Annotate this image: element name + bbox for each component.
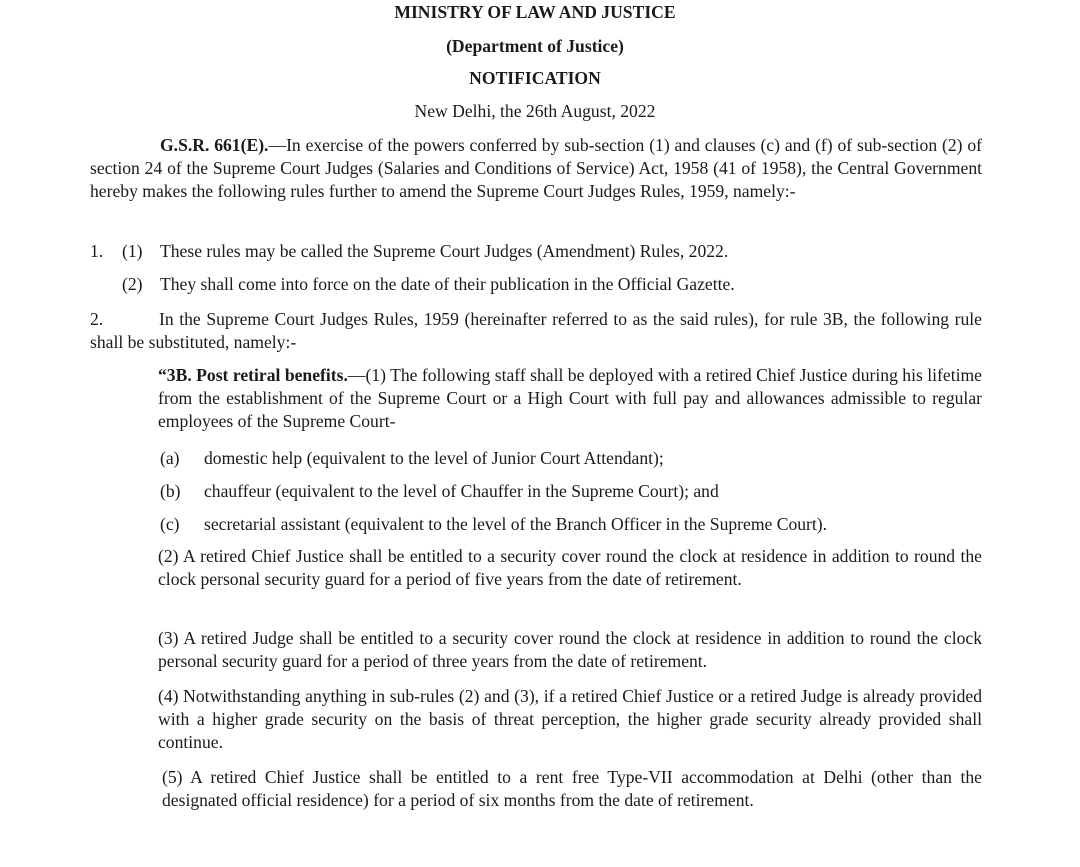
rule-1-sub-2-text: They shall come into force on the date of their publication in the Official Gazette.: [160, 274, 735, 294]
sub-rule-4: (4) Notwithstanding anything in sub-rules (2) and (3), if a retired Chief Justice or a retired Judge is already provided with a higher grade security on the basis of threat perception, the higher grade security already provided shall continue.: [158, 686, 982, 752]
staff-item-c-text: secretarial assistant (equivalent to the level of the Branch Officer in the Supreme Court).: [204, 514, 828, 534]
staff-item-a-text: domestic help (equivalent to the level of Junior Court Attendant);: [204, 448, 664, 468]
sub-rule-5: (5) A retired Chief Justice shall be entitled to a rent free Type-VII accommodation at Delhi (other than the designated official residence) for a period of six months from the date of retirement.: [162, 767, 982, 810]
ministry-heading: MINISTRY OF LAW AND JUSTICE: [394, 2, 676, 22]
rule-3b-intro-text: —(1) The following staff shall be deployed with a retired Chief Justice during his lifetime from the establishment of the Supreme Court or a High Court with full pay and allowances admissible to regular employees of the Supreme Court-: [158, 365, 982, 431]
preamble-text: —In exercise of the powers conferred by sub-section (1) and clauses (c) and (f) of sub-section (2) of section 24 of the Supreme Court Judges (Salaries and Conditions of Service) Act, 1958 (41 of 1958), the Central Government hereby makes the following rules further to amend the Supreme Court Judges Rules, 1959, namely:-: [90, 135, 982, 201]
rule-1-sub-1-label: (1): [122, 241, 143, 261]
date-line: New Delhi, the 26th August, 2022: [414, 101, 656, 121]
preamble-paragraph: [90, 134, 982, 203]
staff-item-b-text: chauffeur (equivalent to the level of Chauffer in the Supreme Court); and: [204, 481, 719, 501]
rule-3b-intro: [158, 364, 982, 433]
notification-heading: NOTIFICATION: [469, 68, 601, 88]
rule-3b-heading: “3B. Post retiral benefits.: [158, 365, 348, 385]
staff-item-b-label: (b): [160, 481, 181, 501]
gsr-reference: G.S.R. 661(E).: [160, 135, 269, 155]
staff-item-c-label: (c): [160, 514, 180, 534]
rule-1-number: 1.: [90, 241, 104, 261]
rule-1-sub-2-label: (2): [122, 274, 143, 294]
sub-rule-2: (2) A retired Chief Justice shall be entitled to a security cover round the clock at residence in addition to round the clock personal security guard for a period of five years from the date of retirement.: [158, 546, 982, 589]
department-heading: (Department of Justice): [446, 36, 624, 56]
rule-1-sub-1-text: These rules may be called the Supreme Court Judges (Amendment) Rules, 2022.: [160, 241, 729, 261]
sub-rule-3: (3) A retired Judge shall be entitled to a security cover round the clock at residence in addition to round the clock personal security guard for a period of three years from the date of retirement.: [158, 628, 982, 671]
rule-2-number: 2.: [90, 309, 104, 329]
staff-item-a-label: (a): [160, 448, 180, 468]
rule-2-text: In the Supreme Court Judges Rules, 1959 (hereinafter referred to as the said rules), for rule 3B, the following rule shall be substituted, namely:-: [90, 309, 982, 352]
